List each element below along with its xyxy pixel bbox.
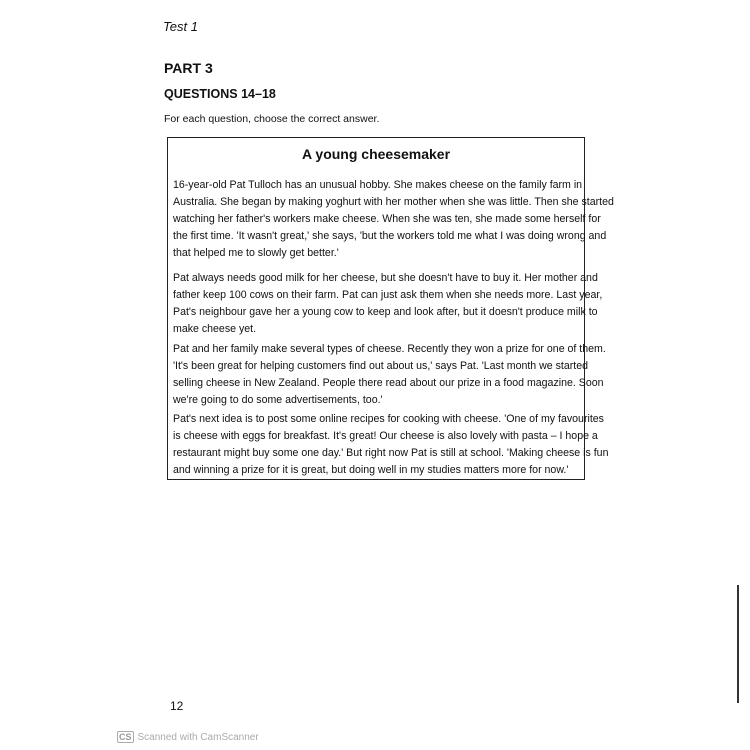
text-line: Pat and her family make several types of cheese. Recently they won a prize for one of them.: [173, 343, 606, 355]
text-line: that helped me to slowly get better.': [173, 247, 339, 259]
questions-heading: QUESTIONS 14–18: [164, 87, 276, 101]
part-heading: PART 3: [164, 60, 213, 76]
scan-edge-line: [737, 585, 739, 703]
text-line: father keep 100 cows on their farm. Pat can just ask them when she needs more. Last year,: [173, 289, 603, 301]
text-line: Pat's neighbour gave her a young cow to keep and look after, but it doesn't produce milk to: [173, 306, 598, 318]
watermark-text: Scanned with CamScanner: [137, 731, 259, 743]
paragraph-1: [173, 177, 614, 262]
text-line: Pat's next idea is to post some online recipes for cooking with cheese. 'One of my favourites: [173, 413, 604, 425]
text-line: is cheese with eggs for breakfast. It's great! Our cheese is also lovely with pasta – I hope a: [173, 430, 598, 442]
paragraph-3: [173, 341, 606, 409]
camscanner-logo-icon: CS: [119, 732, 132, 742]
test-label: Test 1: [163, 19, 198, 34]
text-line: restaurant might buy some one day.' But right now Pat is still at school. 'Making cheese is fun: [173, 447, 609, 459]
text-line: Australia. She began by making yoghurt with her mother when she was little. Then she started: [173, 196, 614, 208]
camscanner-watermark: [117, 731, 259, 743]
text-line: Pat always needs good milk for her cheese, but she doesn't have to buy it. Her mother and: [173, 272, 598, 284]
text-line: 'It's been great for helping customers find out about us,' says Pat. 'Last month we started: [173, 360, 588, 372]
paragraph-4: [173, 411, 608, 479]
text-line: we're going to do some advertisements, too.': [173, 394, 383, 406]
text-line: the first time. 'It wasn't great,' she says, 'but the workers told me what I was doing wrong and: [173, 230, 607, 242]
text-line: watching her father's workers make cheese. When she was ten, she made some herself for: [173, 213, 601, 225]
article-box: [167, 137, 614, 480]
instruction-text: For each question, choose the correct answer.: [164, 113, 380, 125]
paragraph-2: [173, 270, 602, 338]
text-line: 16-year-old Pat Tulloch has an unusual hobby. She makes cheese on the family farm in: [173, 179, 583, 191]
text-line: and winning a prize for it is great, but doing well in my studies matters more for now.': [173, 464, 569, 476]
page-number: 12: [170, 699, 184, 713]
text-line: make cheese yet.: [173, 323, 257, 335]
text-line: selling cheese in New Zealand. People there read about our prize in a food magazine. Soon: [173, 377, 604, 389]
article-title: A young cheesemaker: [301, 146, 451, 162]
